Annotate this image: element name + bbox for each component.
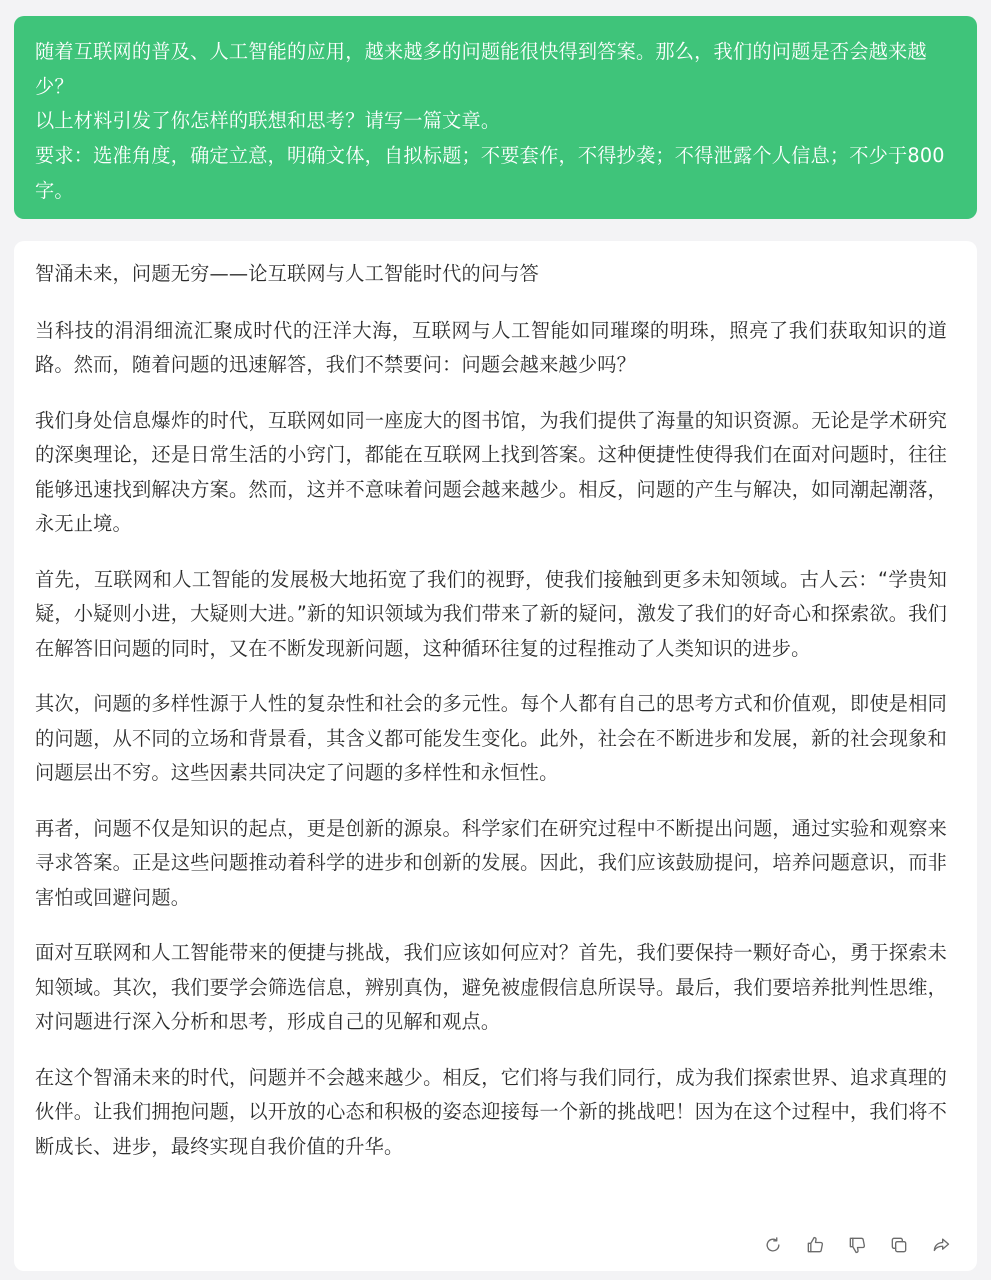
share-icon xyxy=(931,1235,951,1255)
prompt-line: 要求：选准角度，确定立意，明确文体，自拟标题；不要套作，不得抄袭；不得泄露个人信息；不少于800字。 xyxy=(35,144,945,202)
prompt-line: 随着互联网的普及、人工智能的应用，越来越多的问题能很快得到答案。那么，我们的问题是否会越来越少？ xyxy=(35,40,927,98)
like-button[interactable] xyxy=(803,1233,827,1257)
refresh-icon xyxy=(763,1235,783,1255)
regenerate-button[interactable] xyxy=(761,1233,785,1257)
copy-icon xyxy=(889,1235,909,1255)
dislike-button[interactable] xyxy=(845,1233,869,1257)
assistant-response-card xyxy=(14,241,977,1271)
essay-paragraph: 在这个智涌未来的时代，问题并不会越来越少。相反，它们将与我们同行，成为我们探索世界、追求真理的伙伴。让我们拥抱问题，以开放的心态和积极的姿态迎接每一个新的挑战吧！因为在这个过程中，我们将不断成长、进步，最终实现自我价值的升华。 xyxy=(35,1065,947,1158)
essay-title: 智涌未来，问题无穷——论互联网与人工智能时代的问与答 xyxy=(35,262,540,285)
essay-paragraph: 我们身处信息爆炸的时代，互联网如同一座庞大的图书馆，为我们提供了海量的知识资源。无论是学术研究的深奥理论，还是日常生活的小窍门，都能在互联网上找到答案。这种便捷性使得我们在面对问题时，往往能够迅速找到解决方案。然而，这并不意味着问题会越来越少。相反，问题的产生与解决，如同潮起潮落，永无止境。 xyxy=(35,408,947,535)
thumbs-down-icon xyxy=(847,1235,867,1255)
response-actions-bar xyxy=(761,1233,953,1257)
essay-paragraph: 当科技的涓涓细流汇聚成时代的汪洋大海，互联网与人工智能如同璀璨的明珠，照亮了我们获取知识的道路。然而，随着问题的迅速解答，我们不禁要问：问题会越来越少吗？ xyxy=(35,318,947,376)
essay-paragraph: 首先，互联网和人工智能的发展极大地拓宽了我们的视野，使我们接触到更多未知领域。古人云：“学贵知疑，小疑则小进，大疑则大进。”新的知识领域为我们带来了新的疑问，激发了我们的好奇心和探索欲。我们在解答旧问题的同时，又在不断发现新问题，这种循环往复的过程推动了人类知识的进步。 xyxy=(35,567,947,660)
essay-paragraph: 面对互联网和人工智能带来的便捷与挑战，我们应该如何应对？首先，我们要保持一颗好奇心，勇于探索未知领域。其次，我们要学会筛选信息，辨别真伪，避免被虚假信息所误导。最后，我们要培养批判性思维，对问题进行深入分析和思考，形成自己的见解和观点。 xyxy=(35,941,947,1033)
prompt-line: 以上材料引发了你怎样的联想和思考？请写一篇文章。 xyxy=(35,109,501,133)
essay-paragraph: 再者，问题不仅是知识的起点，更是创新的源泉。科学家们在研究过程中不断提出问题，通过实验和观察来寻求答案。正是这些问题推动着科学的进步和创新的发展。因此，我们应该鼓励提问，培养问题意识，而非害怕或回避问题。 xyxy=(35,816,947,909)
copy-button[interactable] xyxy=(887,1233,911,1257)
user-message-bubble xyxy=(14,16,977,219)
essay-paragraph: 其次，问题的多样性源于人性的复杂性和社会的多元性。每个人都有自己的思考方式和价值观，即使是相同的问题，从不同的立场和背景看，其含义都可能发生变化。此外，社会在不断进步和发展，新的社会现象和问题层出不穷。这些因素共同决定了问题的多样性和永恒性。 xyxy=(35,692,947,784)
thumbs-up-icon xyxy=(805,1235,825,1255)
share-button[interactable] xyxy=(929,1233,953,1257)
